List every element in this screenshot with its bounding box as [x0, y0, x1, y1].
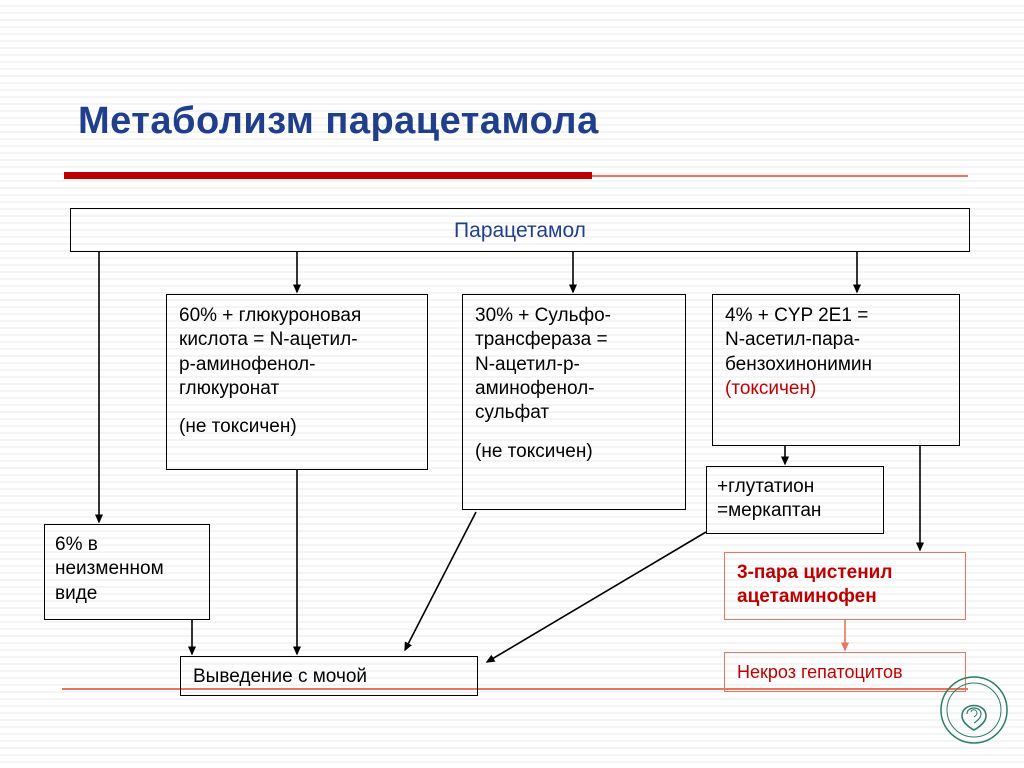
- node-sulfation-line5: сульфат: [475, 402, 550, 424]
- node-sulfation: [462, 294, 686, 510]
- node-glucuronidation-line3: р-аминофенол-: [179, 353, 316, 375]
- title-underline-red: [64, 172, 592, 179]
- node-cyp2e1-text: [713, 295, 959, 410]
- node-unchanged: [44, 524, 210, 620]
- node-cysteinyl-line2: ацетаминофен: [737, 586, 877, 608]
- title-underline-thin: [592, 175, 968, 177]
- node-sulfation-note: (не токсичен): [475, 440, 593, 462]
- node-sulfation-line2: трансфераза =: [475, 329, 608, 351]
- node-urine-excretion-label: Выведение с мочой: [193, 666, 368, 687]
- node-paracetamol: [70, 208, 970, 252]
- node-cyp2e1-line1: 4% + CYP 2E1 =: [725, 305, 869, 326]
- spacer: [179, 401, 415, 415]
- node-unchanged-line2: неизменном: [55, 558, 164, 580]
- node-glucuronidation-line1: 60% + глюкуроновая: [179, 305, 362, 326]
- node-hepatocyte-necrosis: [724, 652, 966, 692]
- arrow-glutathione-to-urine: [487, 532, 706, 662]
- node-sulfation-line4: аминофенол-: [475, 377, 595, 399]
- node-sulfation-line3: N-ацетил-р-: [475, 353, 580, 375]
- node-glutathione: [706, 466, 884, 534]
- node-glucuronidation-note: (не токсичен): [179, 416, 297, 438]
- node-glutathione-line2: =меркаптан: [717, 500, 822, 522]
- node-sulfation-line1: 30% + Сульфо-: [475, 305, 611, 326]
- node-glucuronidation-line2: кислота = N-ацетил-: [179, 329, 358, 351]
- page-title: Метаболизм парацетамола: [78, 100, 599, 142]
- node-glucuronidation-text: [167, 295, 427, 449]
- node-urine-excretion: [180, 656, 478, 696]
- node-glutathione-line1: +глутатион: [717, 476, 815, 497]
- node-unchanged-text: [45, 525, 209, 614]
- health-org-logo: [936, 672, 1012, 748]
- node-sulfation-text: [463, 295, 685, 473]
- node-glutathione-text: [707, 467, 883, 532]
- node-cyp2e1-note: (токсичен): [725, 377, 817, 399]
- node-cysteinyl-text: [725, 553, 965, 618]
- node-unchanged-line1: 6% в: [55, 534, 98, 555]
- node-unchanged-line3: виде: [55, 582, 98, 604]
- node-cyp2e1-line2: N-асетил-пара-: [725, 329, 861, 351]
- node-cysteinyl-line1: 3-пара цистенил: [737, 562, 893, 583]
- node-cyp2e1-line3: бензохинонимин: [725, 353, 873, 375]
- node-cyp2e1: [712, 294, 960, 446]
- node-glucuronidation-line4: глюкуронат: [179, 377, 280, 399]
- spacer: [475, 426, 673, 440]
- arrow-sulfation-to-urine: [405, 512, 476, 650]
- node-glucuronidation: [166, 294, 428, 470]
- node-paracetamol-label: Парацетамол: [454, 219, 586, 242]
- node-hepatocyte-necrosis-label: Некроз гепатоцитов: [737, 662, 903, 682]
- node-cysteinyl-acetaminophen: [724, 552, 966, 620]
